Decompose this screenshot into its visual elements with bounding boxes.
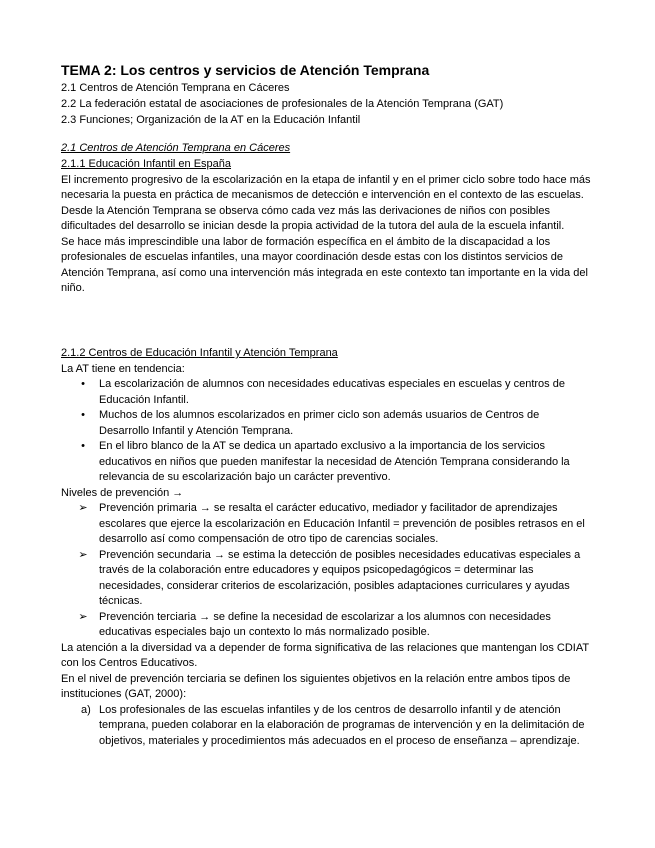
section-2-1-body — [61, 157, 591, 297]
list-item-text: Prevención terciaria → se define la necesidad de escolarizar a los alumnos con necesidades educativas especiales bajo un contexto lo más normalizado posible. — [99, 610, 551, 638]
list-marker: a) — [81, 703, 91, 716]
table-of-contents — [61, 80, 641, 128]
list-item — [61, 610, 591, 641]
tendency-list — [61, 377, 591, 486]
toc-item: 2.1 Centros de Atención Temprana en Cáceres — [61, 82, 290, 94]
list-item-text: Prevención secundaria → se estima la detección de posibles necesidades educativas especiales a través de la colaboración entre educadores y equipos psicopedagógicos = determinar las necesidades, considerar criterios de escolarización, posibles adaptaciones curriculares y ayudas técnicas. — [99, 548, 581, 607]
list-item-text: Prevención primaria → se resalta el carácter educativo, mediador y facilitador de aprendizajes escolares que ejerce la escolarización en Educación Infantil = prevención de posibles retrasos en el desarrollo así como compensación de otro tipo de carencias sociales. — [99, 502, 585, 545]
list-item — [61, 377, 591, 408]
arrow-bullet-icon: ➢ — [78, 610, 88, 623]
tendency-intro: La AT tiene en tendencia: — [61, 362, 185, 375]
list-item — [61, 408, 591, 439]
list-item-text: Los profesionales de las escuelas infantiles y de los centros de desarrollo infantil y de atención temprana, pueden colaborar en la elaboración de programas de intervención y en la delimitación de objetivos, materiales y procedimientos más adecuados en el proceso de enseñanza – aprendizaje. — [99, 703, 585, 747]
prevention-levels-list — [61, 501, 591, 641]
list-item — [61, 703, 591, 750]
bullet-icon: • — [81, 440, 85, 452]
subsection-heading-2-1-2: 2.1.2 Centros de Educación Infantil y Atención Temprana — [61, 347, 338, 359]
section-2-1-2-body — [61, 346, 591, 749]
list-item-text: Muchos de los alumnos escolarizados en primer ciclo son además usuarios de Centros de Desarrollo Infantil y Atención Temprana. — [99, 409, 540, 437]
list-item-text: En el libro blanco de la AT se dedica un apartado exclusivo a la importancia de los servicios educativos en niños que pueden manifestar la necesidad de Atención Temprana considerando la relevancia de su escolarización bajo un carácter preventivo. — [99, 440, 570, 483]
subsection-heading-2-1-1: 2.1.1 Educación Infantil en España — [61, 158, 232, 170]
document-title: TEMA 2: Los centros y servicios de Atención Temprana — [61, 62, 430, 78]
toc-item: 2.3 Funciones; Organización de la AT en la Educación Infantil — [61, 114, 361, 126]
section-heading-2-1: 2.1 Centros de Atención Temprana en Cáceres — [61, 142, 291, 154]
arrow-bullet-icon: ➢ — [78, 502, 88, 514]
objectives-list — [61, 703, 591, 750]
paragraph: En el nivel de prevención terciaria se definen los siguientes objetivos en la relación entre ambos tipos de instituciones (GAT, 2000): — [61, 672, 571, 700]
paragraph: El incremento progresivo de la escolarización en la etapa de infantil y en el primer ciclo sobre todo hace más necesaria la puesta en práctica de mecanismos de detección e intervención en el contexto de las escuelas. — [61, 173, 591, 201]
toc-item: 2.2 La federación estatal de asociaciones de profesionales de la Atención Temprana (GAT) — [61, 98, 504, 110]
list-item — [61, 439, 591, 486]
arrow-bullet-icon: ➢ — [78, 548, 88, 561]
paragraph: Desde la Atención Temprana se observa cómo cada vez más las derivaciones de niños con posibles dificultades del desarrollo se inician desde la propia actividad de la tutora del aula de la escuela infantil. — [61, 204, 565, 232]
list-item — [61, 548, 591, 610]
bullet-icon: • — [81, 409, 85, 421]
list-item-text: La escolarización de alumnos con necesidades educativas especiales en escuelas y centros de Educación Infantil. — [99, 378, 565, 406]
paragraph: La atención a la diversidad va a depender de forma significativa de las relaciones que mantengan los CDIAT con los Centros Educativos. — [61, 641, 589, 669]
list-item — [61, 501, 591, 548]
bullet-icon: • — [81, 378, 85, 390]
levels-intro: Niveles de prevención → — [61, 486, 184, 499]
paragraph: Se hace más imprescindible una labor de formación específica en el ámbito de la discapacidad a los profesionales de escuelas infantiles, una mayor coordinación desde estas con los distintos servicios de Atención Temprana, así como una intervención más integrada en este contexto tan importante en la vida del niño. — [61, 235, 588, 294]
